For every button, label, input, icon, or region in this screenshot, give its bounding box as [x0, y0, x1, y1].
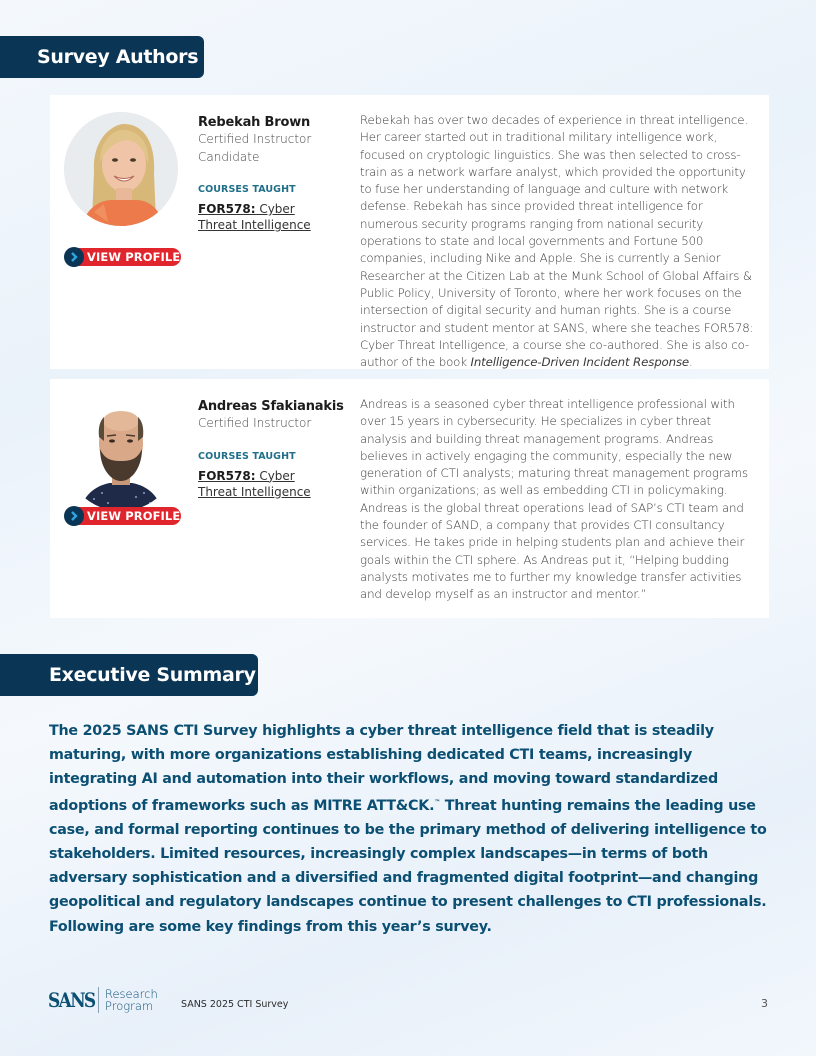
footer-logo [48, 985, 158, 1015]
research-program-label [105, 988, 158, 1012]
section-title: Executive Summary [49, 664, 256, 686]
course-code: FOR578: [198, 202, 256, 216]
program-line-1: Research [105, 987, 158, 1001]
avatar [64, 112, 178, 226]
book-title: Intelligence-Driven Incident Response [470, 355, 690, 370]
view-profile-label: VIEW PROFILE [87, 250, 181, 264]
chevron-right-icon [64, 247, 84, 267]
author-name: Rebekah Brown [198, 115, 311, 130]
logo-divider [98, 987, 99, 1013]
sans-logo: SANS [48, 988, 95, 1012]
executive-summary-text [49, 719, 779, 939]
courses-taught-label: COURSES TAUGHT [198, 450, 296, 462]
course-name: Cyber Threat Intelligence [198, 468, 311, 499]
summary-part-1: The 2025 SANS CTI Survey highlights a cyber threat intelligence field that is steadily maturing, with more organizations establishing dedicated CTI teams, increasingly integrating AI and automation into their workflows, and moving toward standardized adoptions of frameworks such as MITRE ATT&CK. [49, 723, 718, 815]
author-card-andreas-sfakianakis [50, 379, 769, 618]
trademark-symbol: ™ [434, 799, 441, 807]
program-line-2: Program [105, 999, 154, 1013]
portrait-image [64, 112, 178, 226]
bio-end: . [689, 355, 693, 370]
section-banner-executive-summary [0, 654, 258, 696]
course-link-for578[interactable] [198, 201, 328, 233]
author-card-rebekah-brown [50, 95, 769, 369]
author-bio: Andreas is a seasoned cyber threat intelligence professional with over 15 years in cybersecurity. He specializes in cyber threat analysis and building threat management programs. Andreas believes in actively engaging the community, especially the new generation of CTI analysts; maturing threat management programs within organizations; as well as embedding CTI in policymaking. Andreas is the global threat operations lead of SAP’s CTI team and the founder of SAND, a company that provides CTI consultancy services. He takes pride in helping students plan and achieve their goals within the CTI sphere. As Andreas put it, “Helping budding analysts motivates me to further my knowledge transfer activities and develop myself as an instructor and mentor.” [360, 397, 748, 602]
portrait-image [64, 397, 178, 511]
courses-taught-label: COURSES TAUGHT [198, 184, 296, 195]
author-role: Certified Instructor [198, 416, 312, 430]
footer-doc-title: SANS 2025 CTI Survey [181, 999, 289, 1010]
author-bio [360, 112, 760, 371]
summary-part-2: Threat hunting remains the leading use case, and formal reporting continues to be the primary method of delivering intelligence to stakeholders. Limited resources, increasingly complex landscapes—in terms of both adversary sophistication and a diversified and fragmented digital footprint—and changing geopolitical and regulatory landscapes continue to present challenges to CTI professionals. Following are some key findings from this year’s survey. [49, 798, 767, 935]
author-role: Certified Instructor Candidate [198, 132, 312, 164]
section-title: Survey Authors [37, 46, 199, 68]
author-meta [198, 398, 348, 500]
page-number: 3 [761, 997, 768, 1010]
view-profile-button[interactable] [65, 248, 181, 266]
author-name: Andreas Sfakianakis [198, 399, 344, 414]
bio-text: Rebekah has over two decades of experience in threat intelligence. Her career started out in traditional military intelligence work, focused on cryptologic linguistics. She was then selected to cross-train as a network warfare analyst, which provided the opportunity to fuse her understanding of language and culture with network defense. Rebekah has since provided threat intelligence for numerous security programs ranging from national security operations to state and local governments and Fortune 500 companies, including Nike and Apple. She is currently a Senior Researcher at the Citizen Lab at the Munk School of Global Affairs & Public Policy, University of Toronto, where her work focuses on the intersection of digital security and human rights. She is a course instructor and student mentor at SANS, where she teaches FOR578: Cyber Threat Intelligence, a course she co-authored. She is also co-author of the book [360, 113, 754, 370]
view-profile-button[interactable] [65, 507, 181, 525]
course-link-for578[interactable] [198, 468, 328, 500]
avatar [64, 397, 178, 511]
course-name: Cyber Threat Intelligence [198, 202, 311, 232]
section-banner-survey-authors [0, 36, 204, 78]
view-profile-label: VIEW PROFILE [87, 509, 181, 523]
chevron-right-icon [64, 506, 84, 526]
course-code: FOR578: [198, 468, 256, 483]
author-meta [198, 114, 348, 233]
